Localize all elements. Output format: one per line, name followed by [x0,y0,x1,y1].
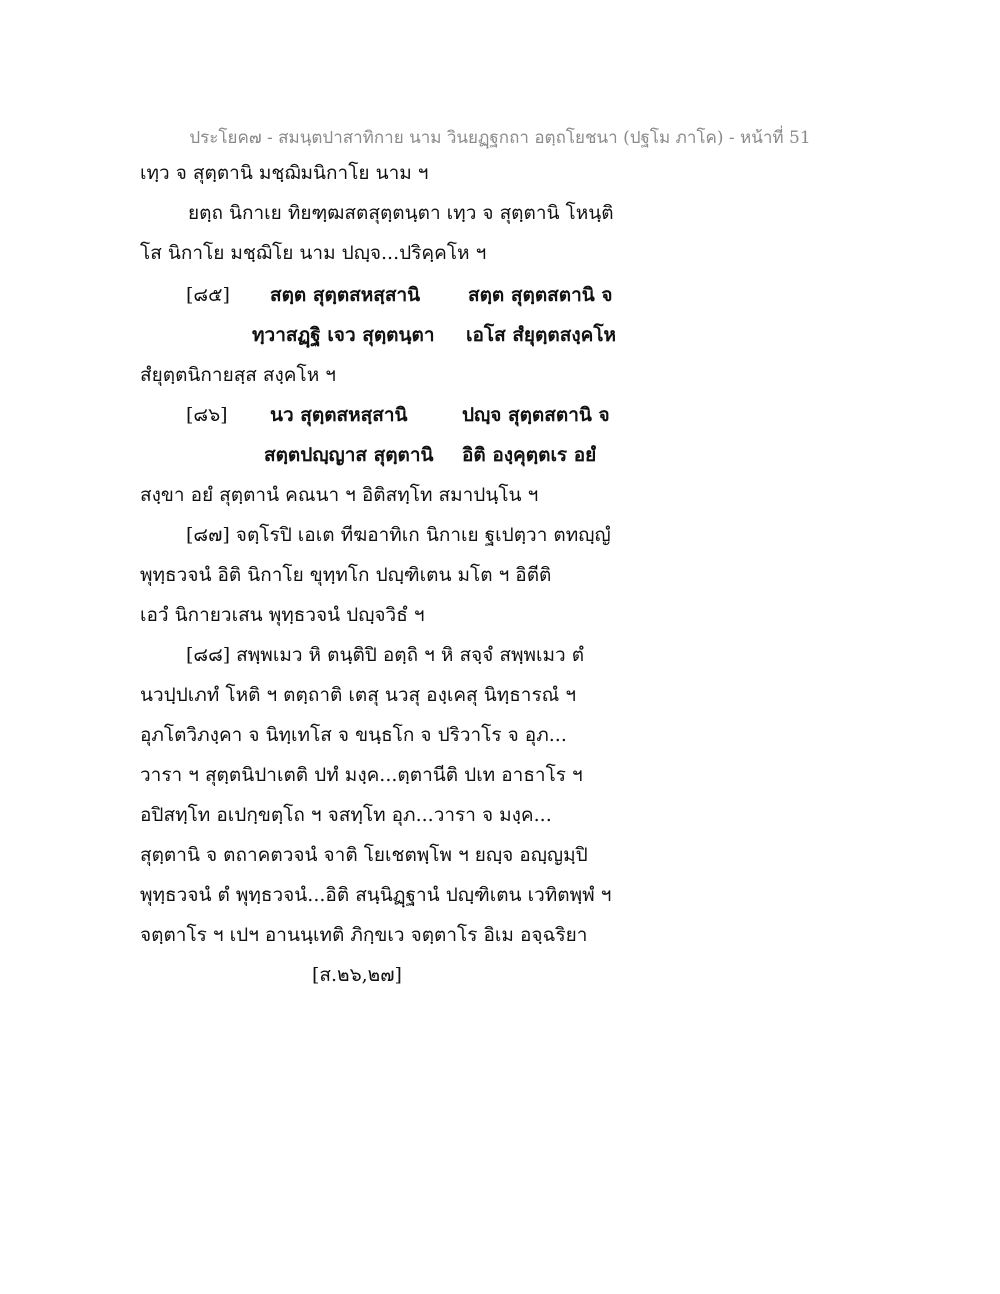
verse-line: สตฺต สุตฺตสหสฺสานิ [270,284,421,306]
text-line: วารา ฯ สุตฺตนิปาเตติ ปทํ มงฺค...ตฺตานีติ ปเท อาธาโร ฯ [140,764,583,786]
verse-line: เอโส สํยุตฺตสงฺคโห [466,324,617,346]
text-line: พุทฺธวจนํ อิติ นิกาโย ขุทฺทโก ปญฺฑิเตน มโต ฯ อิตีติ [140,564,552,586]
text-line: สงฺขา อยํ สุตฺตานํ คณนา ฯ อิติสทฺโท สมาปนฺโน ฯ [140,484,539,506]
text-line: สุตฺตานิ จ ตถาคตวจนํ จาติ โยเชตพฺโพ ฯ ยญฺจ อญฺญมฺปิ [140,844,588,866]
verse-number: [๘๖] [186,404,228,426]
text-line: อุภโตวิภงฺคา จ นิทฺเทโส จ ขนฺธโก จ ปริวาโร จ อุภ... [140,724,567,746]
page-header: ประโยค๗ - สมนฺตปาสาทิกาย นาม วินยฏฺฐกถา อตฺถโยชนา (ปฐโม ภาโค) - หน้าที่ 51 [189,128,811,148]
verse-line: อิติ องฺคุตฺตเร อยํ [462,444,597,466]
text-line: โส นิกาโย มชฺฌิโย นาม ปญฺจ...ปริคฺคโห ฯ [140,242,487,264]
verse-line: สตฺตปญฺญาส สุตฺตานิ [264,444,434,466]
verse-line: ทฺวาสฏฺฐิ เจว สุตฺตนฺตา [252,324,435,346]
text-line: [๘๗] จตฺโรปิ เอเต ทีฆอาทิเก นิกาเย ฐเปตฺวา ตทญฺญํ [186,524,611,546]
text-line: อปิสทฺโท อเปกฺขตฺโถ ฯ จสทฺโท อุภ...วารา จ มงฺค... [140,804,552,826]
verse-line: นว สุตฺตสหสฺสานิ [270,404,408,426]
footnote-reference: [ส.๒๖,๒๗] [312,964,402,986]
verse-number: [๘๕] [186,284,230,306]
text-line: เทฺว จ สุตฺตานิ มชฺฌิมนิกาโย นาม ฯ [140,162,429,184]
verse-line: ปญฺจ สุตฺตสตานิ จ [462,404,610,426]
text-line: พุทฺธวจนํ ตํ พุทฺธวจนํ...อิติ สนฺนิฏฺฐานํ ปญฺฑิเตน เวทิตพฺพํ ฯ [140,884,612,906]
text-line: สํยุตฺตนิกายสฺส สงฺคโห ฯ [140,364,336,386]
verse-line: สตฺต สุตฺตสตานิ จ [468,284,613,306]
text-line: เอวํ นิกายวเสน พุทฺธวจนํ ปญฺจวิธํ ฯ [140,604,425,626]
text-line: [๘๘] สพฺพเมว หิ ตนฺติปิ อตฺถิ ฯ หิ สจฺจํ สพฺพเมว ตํ [186,644,585,666]
text-line: จตฺตาโร ฯ เปฯ อานนฺเทติ ภิกฺขเว จตฺตาโร อิเม อจฺฉริยา [140,924,588,946]
text-line: ยตฺถ นิกาเย ทิยฑฺฒสตสุตฺตนฺตา เทฺว จ สุตฺตานิ โหนฺติ [188,202,614,224]
text-line: นวปฺปเภทํ โหติ ฯ ตตฺถาติ เตสุ นวสุ องฺเคสุ นิทฺธารณํ ฯ [140,684,577,706]
